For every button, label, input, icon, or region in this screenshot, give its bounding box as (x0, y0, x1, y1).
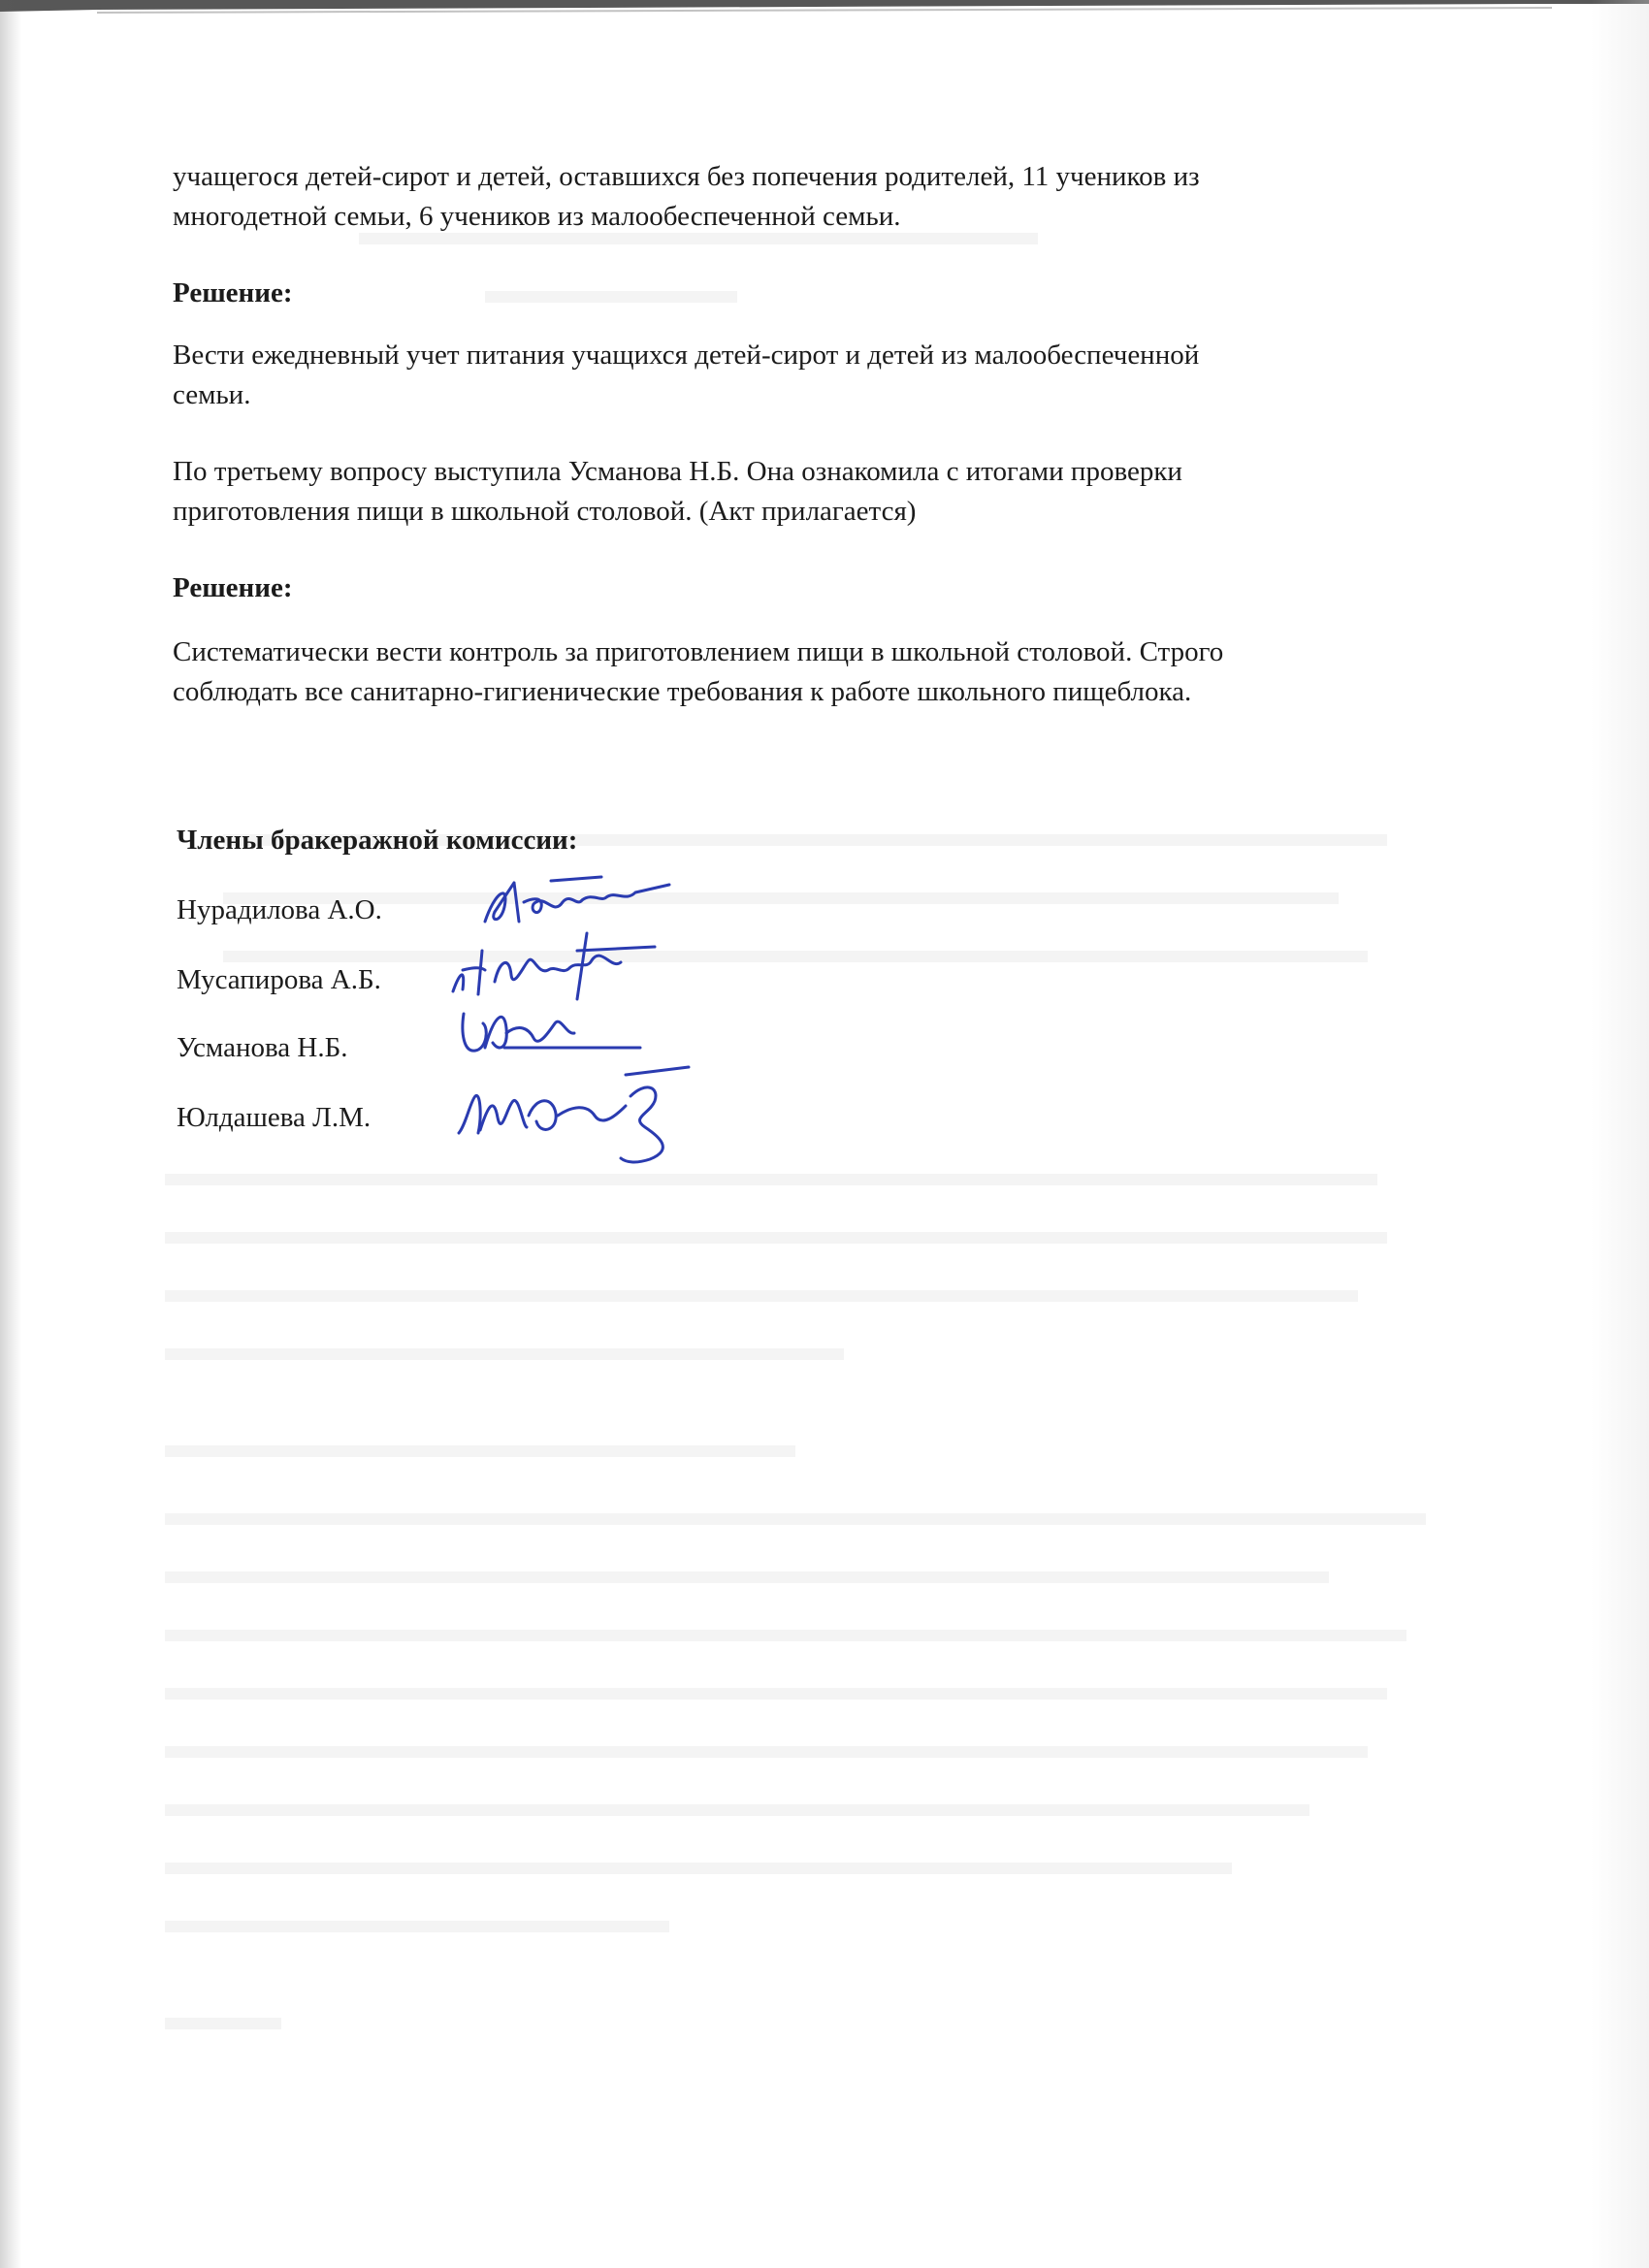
paragraph-line: Систематически вести контроль за приготовлением пищи в школьной столовой. Строго (173, 636, 1224, 667)
scan-left-shadow (0, 0, 21, 2268)
member-name: Усманова Н.Б. (177, 1032, 348, 1063)
paragraph-third-question (173, 452, 1434, 532)
member-name: Нурадилова А.О. (177, 894, 382, 925)
paragraph-line: приготовления пищи в школьной столовой. (Акт прилагается) (173, 496, 917, 527)
paragraph-line: Вести ежедневный учет питания учащихся детей-сирот и детей из малообеспеченной (173, 340, 1200, 371)
member-name: Юлдашева Л.М. (177, 1102, 372, 1133)
paragraph-orphans-count (173, 157, 1434, 237)
decision-heading: Решение: (173, 572, 293, 603)
scan-top-edge (0, 0, 1649, 29)
scan-right-shadow (1591, 0, 1649, 2268)
paragraph-line: многодетной семьи, 6 учеников из малообеспеченной семьи. (173, 201, 901, 232)
decision-heading: Решение: (173, 277, 293, 308)
signature-yuldasheva (451, 1057, 723, 1174)
paragraph-line: По третьему вопросу выступила Усманова Н.Б. Она ознакомила с итогами проверки (173, 456, 1182, 487)
member-name: Мусапирова А.Б. (177, 964, 381, 995)
decision-text-nutrition (173, 336, 1434, 415)
commission-heading: Члены бракеражной комиссии: (177, 825, 578, 856)
paragraph-line: соблюдать все санитарно-гигиенические требования к работе школьного пищеблока. (173, 676, 1192, 707)
paragraph-line: учащегося детей-сирот и детей, оставшихся без попечения родителей, 11 учеников из (173, 161, 1200, 192)
decision-text-canteen (173, 632, 1434, 712)
paragraph-line: семьи. (173, 379, 251, 410)
